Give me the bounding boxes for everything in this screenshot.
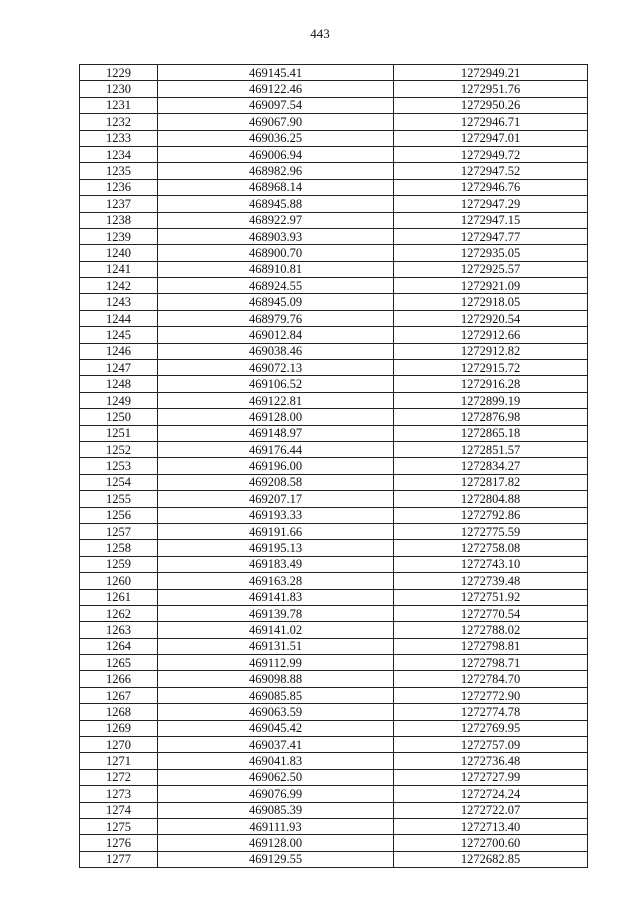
table-row (80, 146, 588, 162)
point-number-cell: 1264 (80, 638, 158, 654)
x-coordinate-cell: 468924.55 (158, 278, 394, 294)
table-row (80, 458, 588, 474)
x-coordinate-cell: 469097.54 (158, 97, 394, 113)
x-coordinate-cell: 468900.70 (158, 245, 394, 261)
table-row (80, 261, 588, 277)
point-number-cell: 1272 (80, 769, 158, 785)
table-row (80, 753, 588, 769)
table-row (80, 409, 588, 425)
y-coordinate-cell: 1272817.82 (394, 474, 588, 490)
y-coordinate-cell: 1272912.82 (394, 343, 588, 359)
y-coordinate-cell: 1272727.99 (394, 769, 588, 785)
point-number-cell: 1274 (80, 802, 158, 818)
table-row (80, 720, 588, 736)
x-coordinate-cell: 469062.50 (158, 769, 394, 785)
x-coordinate-cell: 469036.25 (158, 130, 394, 146)
x-coordinate-cell: 469176.44 (158, 441, 394, 457)
table-row (80, 540, 588, 556)
x-coordinate-cell: 469145.41 (158, 65, 394, 81)
point-number-cell: 1257 (80, 523, 158, 539)
coordinates-table (79, 64, 588, 868)
coordinates-table-body (80, 65, 588, 868)
table-row (80, 802, 588, 818)
table-row (80, 245, 588, 261)
y-coordinate-cell: 1272784.70 (394, 671, 588, 687)
table-row (80, 786, 588, 802)
table-row (80, 474, 588, 490)
table-row (80, 81, 588, 97)
point-number-cell: 1233 (80, 130, 158, 146)
y-coordinate-cell: 1272912.66 (394, 327, 588, 343)
point-number-cell: 1248 (80, 376, 158, 392)
y-coordinate-cell: 1272865.18 (394, 425, 588, 441)
y-coordinate-cell: 1272739.48 (394, 573, 588, 589)
y-coordinate-cell: 1272915.72 (394, 360, 588, 376)
x-coordinate-cell: 469122.81 (158, 392, 394, 408)
x-coordinate-cell: 468903.93 (158, 228, 394, 244)
table-row (80, 179, 588, 195)
x-coordinate-cell: 468922.97 (158, 212, 394, 228)
table-row (80, 343, 588, 359)
table-row (80, 310, 588, 326)
y-coordinate-cell: 1272946.71 (394, 114, 588, 130)
y-coordinate-cell: 1272736.48 (394, 753, 588, 769)
table-row (80, 556, 588, 572)
table-row (80, 228, 588, 244)
x-coordinate-cell: 469139.78 (158, 605, 394, 621)
table-row (80, 327, 588, 343)
y-coordinate-cell: 1272925.57 (394, 261, 588, 277)
x-coordinate-cell: 469106.52 (158, 376, 394, 392)
point-number-cell: 1267 (80, 687, 158, 703)
point-number-cell: 1230 (80, 81, 158, 97)
y-coordinate-cell: 1272949.72 (394, 146, 588, 162)
table-row (80, 523, 588, 539)
x-coordinate-cell: 468982.96 (158, 163, 394, 179)
y-coordinate-cell: 1272918.05 (394, 294, 588, 310)
table-row (80, 507, 588, 523)
point-number-cell: 1237 (80, 196, 158, 212)
x-coordinate-cell: 469067.90 (158, 114, 394, 130)
y-coordinate-cell: 1272775.59 (394, 523, 588, 539)
point-number-cell: 1269 (80, 720, 158, 736)
point-number-cell: 1234 (80, 146, 158, 162)
point-number-cell: 1229 (80, 65, 158, 81)
x-coordinate-cell: 469037.41 (158, 737, 394, 753)
x-coordinate-cell: 469038.46 (158, 343, 394, 359)
table-row (80, 573, 588, 589)
y-coordinate-cell: 1272788.02 (394, 622, 588, 638)
point-number-cell: 1258 (80, 540, 158, 556)
y-coordinate-cell: 1272798.81 (394, 638, 588, 654)
x-coordinate-cell: 469045.42 (158, 720, 394, 736)
table-row (80, 196, 588, 212)
point-number-cell: 1259 (80, 556, 158, 572)
point-number-cell: 1245 (80, 327, 158, 343)
x-coordinate-cell: 469129.55 (158, 851, 394, 867)
table-row (80, 441, 588, 457)
table-row (80, 655, 588, 671)
point-number-cell: 1251 (80, 425, 158, 441)
y-coordinate-cell: 1272920.54 (394, 310, 588, 326)
y-coordinate-cell: 1272921.09 (394, 278, 588, 294)
point-number-cell: 1256 (80, 507, 158, 523)
table-row (80, 294, 588, 310)
y-coordinate-cell: 1272949.21 (394, 65, 588, 81)
y-coordinate-cell: 1272950.26 (394, 97, 588, 113)
table-row (80, 114, 588, 130)
y-coordinate-cell: 1272947.29 (394, 196, 588, 212)
page-number: 443 (310, 26, 330, 41)
point-number-cell: 1240 (80, 245, 158, 261)
y-coordinate-cell: 1272916.28 (394, 376, 588, 392)
y-coordinate-cell: 1272713.40 (394, 818, 588, 834)
point-number-cell: 1250 (80, 409, 158, 425)
point-number-cell: 1276 (80, 835, 158, 851)
y-coordinate-cell: 1272834.27 (394, 458, 588, 474)
x-coordinate-cell: 469112.99 (158, 655, 394, 671)
point-number-cell: 1236 (80, 179, 158, 195)
point-number-cell: 1231 (80, 97, 158, 113)
y-coordinate-cell: 1272751.92 (394, 589, 588, 605)
y-coordinate-cell: 1272947.77 (394, 228, 588, 244)
table-row (80, 687, 588, 703)
y-coordinate-cell: 1272876.98 (394, 409, 588, 425)
x-coordinate-cell: 469141.02 (158, 622, 394, 638)
y-coordinate-cell: 1272757.09 (394, 737, 588, 753)
point-number-cell: 1235 (80, 163, 158, 179)
point-number-cell: 1244 (80, 310, 158, 326)
point-number-cell: 1271 (80, 753, 158, 769)
x-coordinate-cell: 469196.00 (158, 458, 394, 474)
x-coordinate-cell: 469006.94 (158, 146, 394, 162)
y-coordinate-cell: 1272770.54 (394, 605, 588, 621)
table-row (80, 65, 588, 81)
x-coordinate-cell: 468979.76 (158, 310, 394, 326)
point-number-cell: 1263 (80, 622, 158, 638)
point-number-cell: 1252 (80, 441, 158, 457)
x-coordinate-cell: 468945.88 (158, 196, 394, 212)
table-row (80, 835, 588, 851)
point-number-cell: 1266 (80, 671, 158, 687)
y-coordinate-cell: 1272947.01 (394, 130, 588, 146)
x-coordinate-cell: 469076.99 (158, 786, 394, 802)
y-coordinate-cell: 1272935.05 (394, 245, 588, 261)
table-row (80, 589, 588, 605)
point-number-cell: 1260 (80, 573, 158, 589)
point-number-cell: 1246 (80, 343, 158, 359)
point-number-cell: 1254 (80, 474, 158, 490)
point-number-cell: 1242 (80, 278, 158, 294)
point-number-cell: 1243 (80, 294, 158, 310)
table-row (80, 851, 588, 867)
x-coordinate-cell: 469128.00 (158, 835, 394, 851)
table-row (80, 671, 588, 687)
y-coordinate-cell: 1272798.71 (394, 655, 588, 671)
table-row (80, 278, 588, 294)
x-coordinate-cell: 469085.85 (158, 687, 394, 703)
y-coordinate-cell: 1272722.07 (394, 802, 588, 818)
y-coordinate-cell: 1272946.76 (394, 179, 588, 195)
x-coordinate-cell: 469085.39 (158, 802, 394, 818)
point-number-cell: 1247 (80, 360, 158, 376)
table-row (80, 818, 588, 834)
x-coordinate-cell: 469131.51 (158, 638, 394, 654)
x-coordinate-cell: 469072.13 (158, 360, 394, 376)
x-coordinate-cell: 469193.33 (158, 507, 394, 523)
point-number-cell: 1270 (80, 737, 158, 753)
table-row (80, 376, 588, 392)
x-coordinate-cell: 469148.97 (158, 425, 394, 441)
table-row (80, 130, 588, 146)
point-number-cell: 1239 (80, 228, 158, 244)
y-coordinate-cell: 1272772.90 (394, 687, 588, 703)
point-number-cell: 1249 (80, 392, 158, 408)
table-row (80, 491, 588, 507)
point-number-cell: 1241 (80, 261, 158, 277)
table-row (80, 622, 588, 638)
x-coordinate-cell: 468945.09 (158, 294, 394, 310)
x-coordinate-cell: 469207.17 (158, 491, 394, 507)
table-row (80, 392, 588, 408)
x-coordinate-cell: 469098.88 (158, 671, 394, 687)
table-row (80, 737, 588, 753)
table-row (80, 97, 588, 113)
x-coordinate-cell: 469183.49 (158, 556, 394, 572)
point-number-cell: 1275 (80, 818, 158, 834)
point-number-cell: 1262 (80, 605, 158, 621)
x-coordinate-cell: 468910.81 (158, 261, 394, 277)
y-coordinate-cell: 1272743.10 (394, 556, 588, 572)
x-coordinate-cell: 469163.28 (158, 573, 394, 589)
y-coordinate-cell: 1272774.78 (394, 704, 588, 720)
x-coordinate-cell: 469122.46 (158, 81, 394, 97)
x-coordinate-cell: 469063.59 (158, 704, 394, 720)
x-coordinate-cell: 469208.58 (158, 474, 394, 490)
x-coordinate-cell: 469128.00 (158, 409, 394, 425)
y-coordinate-cell: 1272947.52 (394, 163, 588, 179)
y-coordinate-cell: 1272899.19 (394, 392, 588, 408)
x-coordinate-cell: 469191.66 (158, 523, 394, 539)
table-row (80, 605, 588, 621)
point-number-cell: 1253 (80, 458, 158, 474)
table-row (80, 769, 588, 785)
x-coordinate-cell: 469041.83 (158, 753, 394, 769)
x-coordinate-cell: 468968.14 (158, 179, 394, 195)
table-row (80, 163, 588, 179)
point-number-cell: 1232 (80, 114, 158, 130)
point-number-cell: 1268 (80, 704, 158, 720)
table-row (80, 704, 588, 720)
y-coordinate-cell: 1272724.24 (394, 786, 588, 802)
point-number-cell: 1277 (80, 851, 158, 867)
y-coordinate-cell: 1272682.85 (394, 851, 588, 867)
table-row (80, 212, 588, 228)
point-number-cell: 1261 (80, 589, 158, 605)
x-coordinate-cell: 469141.83 (158, 589, 394, 605)
y-coordinate-cell: 1272804.88 (394, 491, 588, 507)
x-coordinate-cell: 469012.84 (158, 327, 394, 343)
table-row (80, 360, 588, 376)
y-coordinate-cell: 1272851.57 (394, 441, 588, 457)
y-coordinate-cell: 1272792.86 (394, 507, 588, 523)
y-coordinate-cell: 1272951.76 (394, 81, 588, 97)
x-coordinate-cell: 469111.93 (158, 818, 394, 834)
y-coordinate-cell: 1272769.95 (394, 720, 588, 736)
x-coordinate-cell: 469195.13 (158, 540, 394, 556)
table-row (80, 638, 588, 654)
y-coordinate-cell: 1272947.15 (394, 212, 588, 228)
point-number-cell: 1238 (80, 212, 158, 228)
point-number-cell: 1273 (80, 786, 158, 802)
point-number-cell: 1265 (80, 655, 158, 671)
y-coordinate-cell: 1272700.60 (394, 835, 588, 851)
y-coordinate-cell: 1272758.08 (394, 540, 588, 556)
table-row (80, 425, 588, 441)
point-number-cell: 1255 (80, 491, 158, 507)
